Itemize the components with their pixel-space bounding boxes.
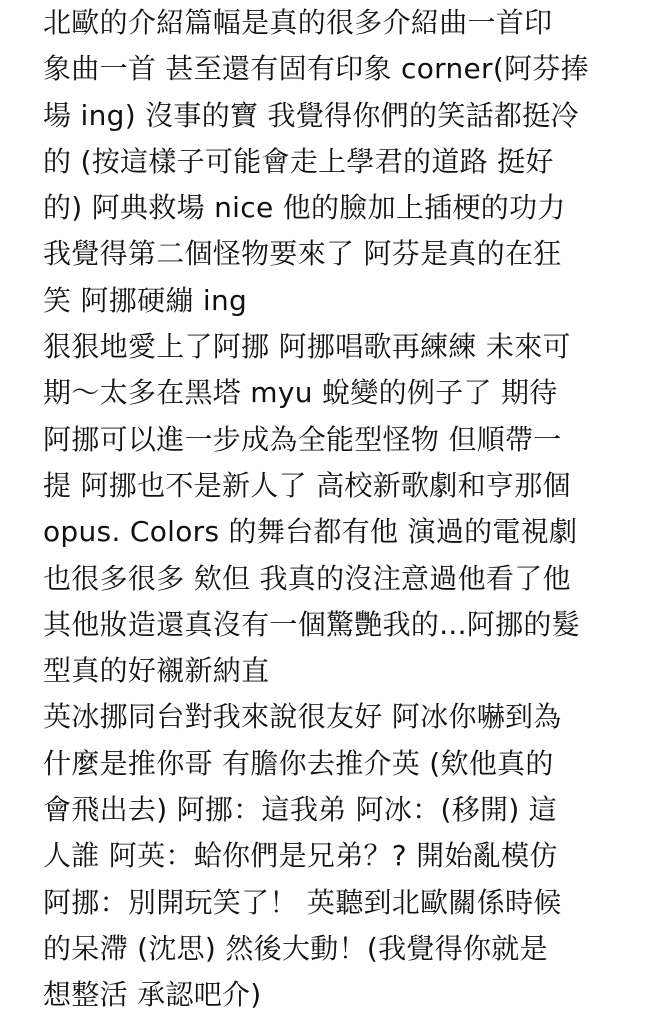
note-text-body: [43, 0, 643, 1019]
note-line: 狠狠地愛上了阿挪 阿挪唱歌再練練 未來可: [43, 330, 571, 364]
note-line: 北歐的介紹篇幅是真的很多介紹曲一首印: [43, 6, 553, 39]
note-line: 的呆滯 (沈思) 然後大動！(我覺得你就是: [43, 931, 548, 965]
note-line: 阿挪：別開玩笑了！ 英聽到北歐關係時候: [43, 885, 562, 919]
note-line: opus. Colors 的舞台都有他 演過的電視劇: [43, 515, 578, 549]
note-line: 想整活 承認吧介): [43, 978, 262, 1012]
note-line: 象曲一首 甚至還有固有印象 corner(阿芬捧: [43, 52, 589, 86]
note-line: 會飛出去) 阿挪：這我弟 阿冰：(移開) 這: [43, 793, 558, 827]
note-line: 英冰挪同台對我來說很友好 阿冰你嚇到為: [43, 700, 562, 734]
note-line: 場 ing) 沒事的寶 我覺得你們的笑話都挺冷: [43, 98, 579, 132]
note-line: 其他妝造還真沒有一個驚艷我的...阿挪的髮: [43, 607, 581, 641]
note-line: 什麼是推你哥 有膽你去推介英 (欸他真的: [43, 746, 554, 780]
note-line: 的) 阿典救場 nice 他的臉加上插梗的功力: [43, 191, 566, 225]
note-line: 阿挪可以進一步成為全能型怪物 但順帶一: [43, 422, 562, 456]
note-line: 期～太多在黑塔 myu 蛻變的例子了 期待: [43, 376, 558, 410]
note-line: 人誰 阿英：蛤你們是兄弟？? 開始亂模仿: [43, 839, 558, 873]
note-line: 我覺得第二個怪物要來了 阿芬是真的在狂: [43, 237, 562, 271]
note-line: 型真的好襯新納直: [43, 654, 270, 688]
note-line: 也很多很多 欸但 我真的沒注意過他看了他: [43, 561, 571, 595]
note-line: 的 (按這樣子可能會走上學君的道路 挺好: [43, 144, 554, 178]
note-line: 笑 阿挪硬繃 ing: [43, 283, 248, 317]
note-line: 提 阿挪也不是新人了 高校新歌劇和亨那個: [43, 468, 571, 502]
